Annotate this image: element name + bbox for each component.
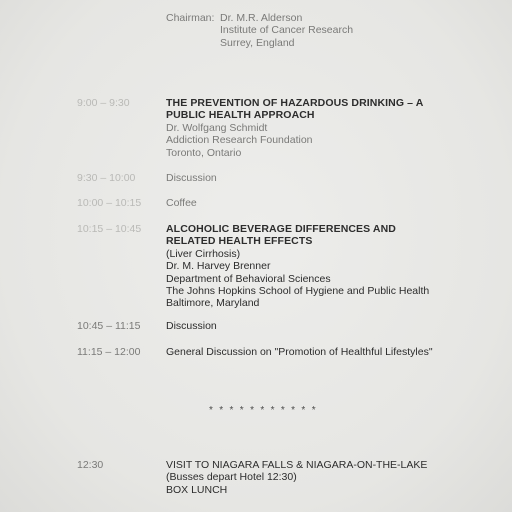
speaker-name: Dr. Wolfgang Schmidt xyxy=(166,121,268,134)
session-title: ALCOHOLIC BEVERAGE DIFFERENCES AND xyxy=(166,223,396,235)
session-time: 12:30 xyxy=(77,459,104,471)
session-title: RELATED HEALTH EFFECTS xyxy=(166,235,313,248)
chairman-name: Dr. M.R. Alderson xyxy=(220,12,303,24)
session-entry xyxy=(166,223,429,310)
session-title: THE PREVENTION OF HAZARDOUS DRINKING – A xyxy=(166,97,424,109)
session-time: 11:15 – 12:00 xyxy=(77,346,141,358)
session-label: Discussion xyxy=(166,172,217,184)
speaker-location: Baltimore, Maryland xyxy=(166,297,260,310)
session-label: Discussion xyxy=(166,320,217,332)
session-entry xyxy=(166,172,217,184)
separator-stars: * * * * * * * * * * * xyxy=(209,405,318,416)
session-label: Coffee xyxy=(166,197,197,209)
chairman-institution: Institute of Cancer Research xyxy=(220,24,354,37)
speaker-affiliation: The Johns Hopkins School of Hygiene and Public Health xyxy=(166,285,430,298)
session-entry xyxy=(166,97,423,159)
session-time: 10:00 – 10:15 xyxy=(77,197,142,209)
session-time: 10:45 – 11:15 xyxy=(77,320,141,332)
session-entry xyxy=(166,197,197,209)
session-note: BOX LUNCH xyxy=(166,483,228,496)
session-subtitle: (Liver Cirrhosis) xyxy=(166,247,241,260)
speaker-affiliation: Addiction Research Foundation xyxy=(166,134,313,147)
chairman-location: Surrey, England xyxy=(220,36,295,49)
session-time: 9:00 – 9:30 xyxy=(77,97,130,109)
chairman-block xyxy=(220,12,353,49)
session-entry xyxy=(166,346,433,358)
session-time: 9:30 – 10:00 xyxy=(77,172,136,184)
session-title: PUBLIC HEALTH APPROACH xyxy=(166,109,315,122)
session-entry xyxy=(166,459,427,496)
session-note: (Busses depart Hotel 12:30) xyxy=(166,471,297,484)
session-title: VISIT TO NIAGARA FALLS & NIAGARA-ON-THE-LAKE xyxy=(166,459,428,471)
speaker-location: Toronto, Ontario xyxy=(166,146,242,159)
session-entry xyxy=(166,320,217,332)
session-time: 10:15 – 10:45 xyxy=(77,223,142,235)
session-label: General Discussion on "Promotion of Healthful Lifestyles" xyxy=(166,346,433,358)
speaker-name: Dr. M. Harvey Brenner xyxy=(166,260,271,273)
chairman-label: Chairman: xyxy=(166,12,215,24)
speaker-department: Department of Behavioral Sciences xyxy=(166,272,331,285)
